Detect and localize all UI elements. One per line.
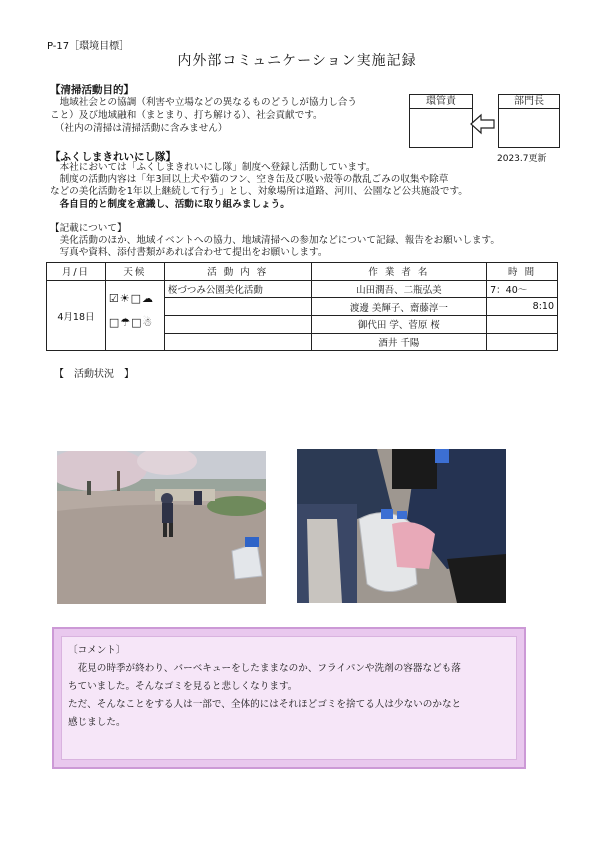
page-number: P-17［環境目標］ bbox=[47, 41, 130, 52]
arrow-left-icon bbox=[470, 113, 496, 135]
fukushima-emphasis: 各自目的と制度を意識し、活動に取り組みましょう。 bbox=[50, 199, 290, 210]
approval-box-dept-head bbox=[498, 94, 560, 148]
activity-cell-empty bbox=[164, 316, 311, 334]
time-cell-empty bbox=[487, 333, 558, 351]
time-cell-empty bbox=[487, 316, 558, 334]
notes-line-1: 美化活動のほか、地域イベントへの協力、地域清掃への参加などについて記録、報告をお願いします。 bbox=[50, 235, 500, 246]
weather-row-1: ☑☀□☁ bbox=[105, 280, 164, 315]
page-title: 内外部コミュニケーション実施記録 bbox=[177, 53, 417, 69]
activity-status-label: 【 活動状況 】 bbox=[54, 369, 134, 380]
time-end-cell: 8:10 bbox=[487, 298, 558, 316]
approval-label-dept-head: 部門長 bbox=[499, 95, 559, 109]
approval-label-env-manager: 環管責 bbox=[410, 95, 472, 109]
notes-heading: 【記載について】 bbox=[50, 223, 127, 234]
header-workers: 作 業 者 名 bbox=[311, 263, 487, 281]
photo-park-cleanup bbox=[57, 451, 266, 604]
activity-cell-empty bbox=[164, 298, 311, 316]
purpose-line-3: （社内の清掃は清掃活動に含みません） bbox=[50, 123, 228, 134]
fukushima-line-1: 本社においては「ふくしまきれいにし隊」制度へ登録し活動しています。 bbox=[50, 162, 376, 173]
comment-line-2: ちていました。そんなゴミを見ると悲しくなります。 bbox=[68, 681, 298, 692]
notes-line-2: 写真や資料、添付書類があれば合わせて提出をお願いします。 bbox=[50, 247, 328, 258]
activity-cell: 桜づつみ公園美化活動 bbox=[164, 280, 311, 298]
table-row bbox=[47, 316, 558, 334]
comment-line-1: 花見の時季が終わり、バーベキューをしたままなのか、フライパンや洗剤の容器なども落 bbox=[68, 663, 461, 674]
workers-cell-3: 御代田 学、菅原 桜 bbox=[311, 316, 487, 334]
header-activity: 活 動 内 容 bbox=[164, 263, 311, 281]
fukushima-heading: 【ふくしまきれいにし隊】 bbox=[50, 151, 176, 163]
header-time: 時 間 bbox=[487, 263, 558, 281]
table-header-row bbox=[47, 263, 558, 281]
table-row bbox=[47, 280, 558, 298]
purpose-line-1: 地域社会との協調（利害や立場などの異なるものどうしが協力し合う bbox=[50, 97, 357, 108]
comment-panel bbox=[61, 636, 517, 760]
comment-label: 〔コメント〕 bbox=[68, 645, 126, 656]
workers-cell-1: 山田潤吾、二瓶弘美 bbox=[311, 280, 487, 298]
purpose-heading: 【清掃活動目的】 bbox=[50, 84, 134, 96]
updated-date: 2023.7更新 bbox=[497, 154, 547, 164]
header-weather: 天候 bbox=[105, 263, 164, 281]
header-date: 月/日 bbox=[47, 263, 106, 281]
comment-box bbox=[52, 627, 526, 769]
photo-trash-bags bbox=[297, 449, 506, 603]
photo-park-cleanup-image bbox=[57, 451, 266, 604]
comment-line-3: ただ、そんなことをする人は一部で、全体的にはそれほどゴミを捨てる人は少ないのかなと bbox=[68, 699, 462, 710]
purpose-line-2: こと）及び地域融和（まとまり、打ち解ける）、社会貢献です。 bbox=[50, 110, 323, 121]
workers-cell-4: 酒井 千陽 bbox=[311, 333, 487, 351]
fukushima-line-3: などの美化活動を1年以上継続して行う」とし、対象場所は道路、河川、公園など公共施設です。 bbox=[50, 186, 468, 197]
comment-line-4: 感じました。 bbox=[68, 717, 126, 728]
date-cell: 4月18日 bbox=[47, 280, 106, 351]
approval-box-env-manager bbox=[409, 94, 473, 148]
weather-row-2: □☂□☃ bbox=[105, 316, 164, 351]
activity-cell-empty bbox=[164, 333, 311, 351]
fukushima-line-2: 制度の活動内容は「年3回以上犬や猫のフン、空き缶及び吸い殻等の散乱ごみの収集や除草 bbox=[50, 174, 449, 185]
workers-cell-2: 渡邊 美輝子、齋藤淳一 bbox=[311, 298, 487, 316]
photo-trash-bags-image bbox=[297, 449, 506, 603]
activity-log-table bbox=[46, 262, 558, 351]
time-start-cell: 7：40〜 bbox=[487, 280, 558, 298]
